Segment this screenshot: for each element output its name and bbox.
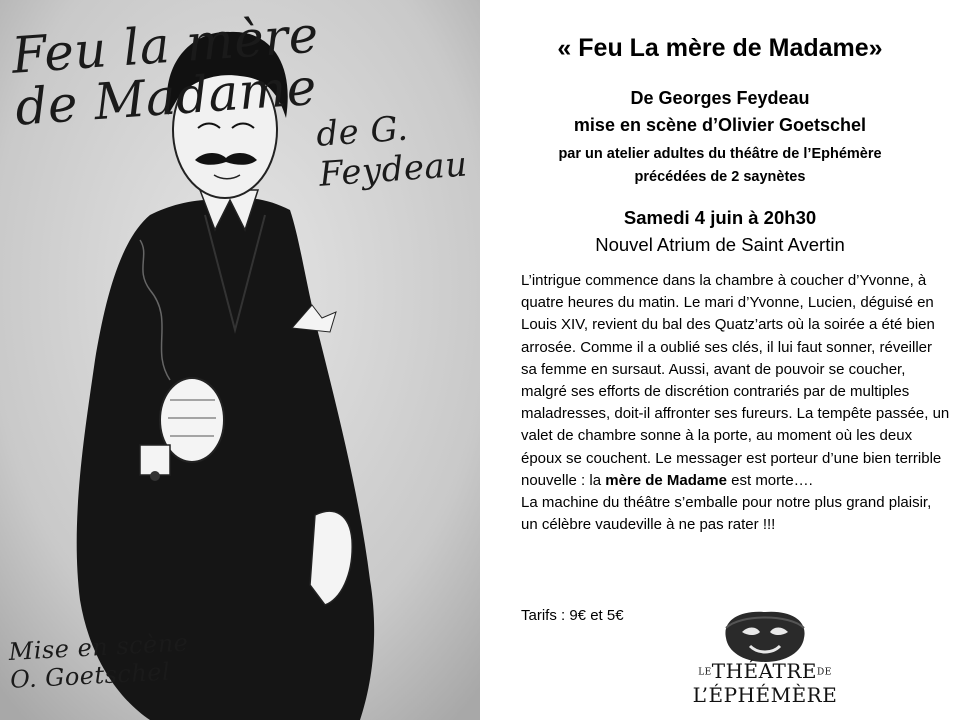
synopsis-closing: La machine du théâtre s’emballe pour notre plus grand plaisir, un célèbre vaudeville à ne pas rater !!! [521, 494, 932, 534]
logo-de: DE [816, 667, 832, 678]
synopsis-bold: mère de Madame [605, 471, 727, 489]
theatre-mask-icon [720, 608, 810, 664]
play-author: De Georges Feydeau [630, 88, 810, 108]
synopsis [521, 270, 951, 536]
preceded-line: précédées de 2 saynètes [634, 169, 806, 185]
poster-author-art: de G. Feydeau [315, 108, 469, 195]
prices: Tarifs : 9€ et 5€ [521, 607, 624, 624]
logo-le: LE [698, 667, 712, 678]
event-date: Samedi 4 juin à 20h30 [623, 207, 817, 228]
logo-theatre: THÉATRE [711, 659, 817, 683]
poster-title-art: Feu la mère de Madame [9, 5, 321, 137]
play-title: « Feu La mère de Madame» [557, 34, 883, 62]
play-director: mise en scène d’Olivier Goetschel [573, 115, 867, 135]
synopsis-text: L’intrigue commence dans la chambre à coucher d’Yvonne, à quatre heures du matin. Le mari d’Yvonne, Lucien, déguisé en Louis XIV, revient du bal des Quatz’arts où la soirée a été bien arrosée. Comme il a oublié ses clés, il lui faut sonner, réveiller sa femme en sursaut. Aussi, avant de pouvoir se coucher, malgré ses efforts de discrétion contrariés par de multiples maladresses, doit-il affronter ses fureurs. La tempête passée, un valet de chambre sonne à la porte, au moment où les deux époux se couchent. Le messager est porteur d’une bien terrible nouvelle : la [521, 272, 950, 489]
logo-wordmark [690, 660, 840, 706]
event-venue: Nouvel Atrium de Saint Avertin [595, 234, 845, 255]
logo-ephemere: ÉPHÉMÈRE [708, 682, 838, 707]
logo-l: L’ [692, 682, 709, 707]
poster-director-art: Mise en scène O. Goetschel [8, 628, 190, 694]
event-details [480, 0, 960, 720]
synopsis-end: est morte…. [726, 471, 813, 489]
theatre-logo [690, 608, 840, 720]
workshop-line: par un atelier adultes du théâtre de l’Ephémère [558, 146, 882, 162]
